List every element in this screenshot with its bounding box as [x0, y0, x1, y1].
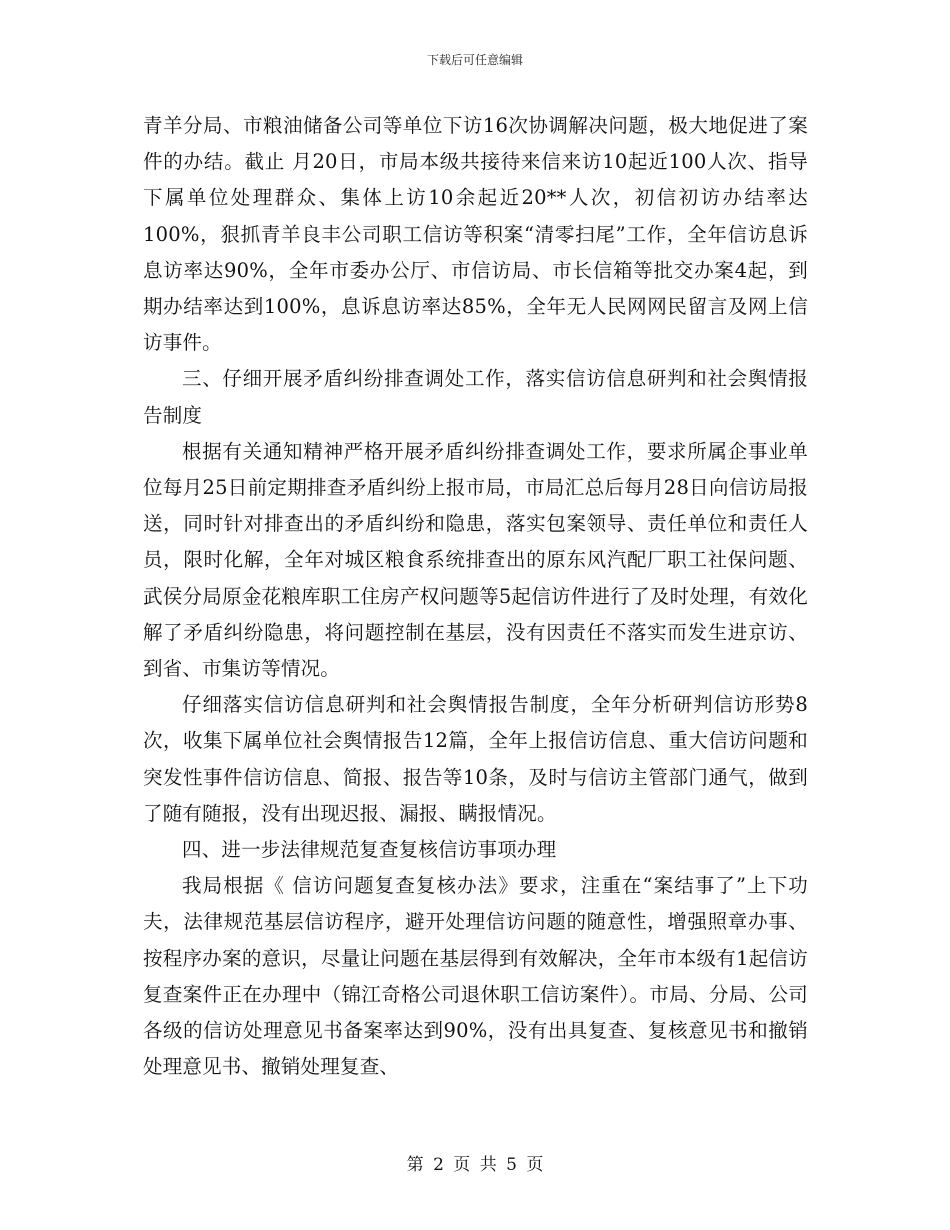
page-number: 第 2 页 共 5 页	[406, 1155, 544, 1175]
paragraph: 根据有关通知精神严格开展矛盾纠纷排查调处工作，要求所属企事业单位每月25日前定期排查矛盾纠纷上报市局，市局汇总后每月28日向信访局报送，同时针对排查出的矛盾纠纷和隐患，落实包案领导、责任单位和责任人员，限时化解，全年对城区粮食系统排查出的原东风汽配厂职工社保问题、武侯分局原金花粮库职工住房产权问题等5起信访件进行了及时处理，有效化解了矛盾纠纷隐患，将问题控制在基层，没有因责任不落实而发生进京访、到省、市集访等情况。	[143, 439, 808, 681]
paragraph: 我局根据《 信访问题复查复核办法》要求，注重在“案结事了”上下功夫，法律规范基层信访程序，避开处理信访问题的随意性，增强照章办事、按程序办案的意识，尽量让问题在基层得到有效解决，全年市本级有1起信访复查案件正在办理中（锦江奇格公司退休职工信访案件）。市局、分局、公司各级的信访处理意见书备案率达到90%，没有出具复查、复核意见书和撤销处理意见书、撤销处理复查、	[143, 874, 808, 1079]
page-header: 下载后可任意编辑	[426, 53, 523, 67]
section-heading-4: 四、进一步法律规范复查复核信访事项办理	[182, 838, 557, 862]
paragraph-continuation: 青羊分局、市粮油储备公司等单位下访16次协调解决问题，极大地促进了案件的办结。截止 月20日，市局本级共接待来信来访10起近100人次、指导下属单位处理群众、集体上访10余起近20**人次，初信初访办结率达100%，狠抓青羊良丰公司职工信访等积案“清零扫尾”工作，全年信访息诉息访率达90%，全年市委办公厅、市信访局、市长信箱等批交办案4起，到期办结率达到100%，息诉息访率达85%，全年无人民网网民留言及网上信访事件。	[143, 114, 808, 355]
paragraph: 仔细落实信访信息研判和社会舆情报告制度，全年分析研判信访形势8次，收集下属单位社会舆情报告12篇，全年上报信访信息、重大信访问题和突发性事件信访信息、简报、报告等10条，及时与信访主管部门通气，做到了随有随报，没有出现迟报、漏报、瞒报情况。	[143, 693, 808, 825]
document-body	[143, 108, 808, 1085]
section-heading-3: 三、仔细开展矛盾纠纷排查调处工作，落实信访信息研判和社会舆情报告制度	[143, 367, 808, 427]
